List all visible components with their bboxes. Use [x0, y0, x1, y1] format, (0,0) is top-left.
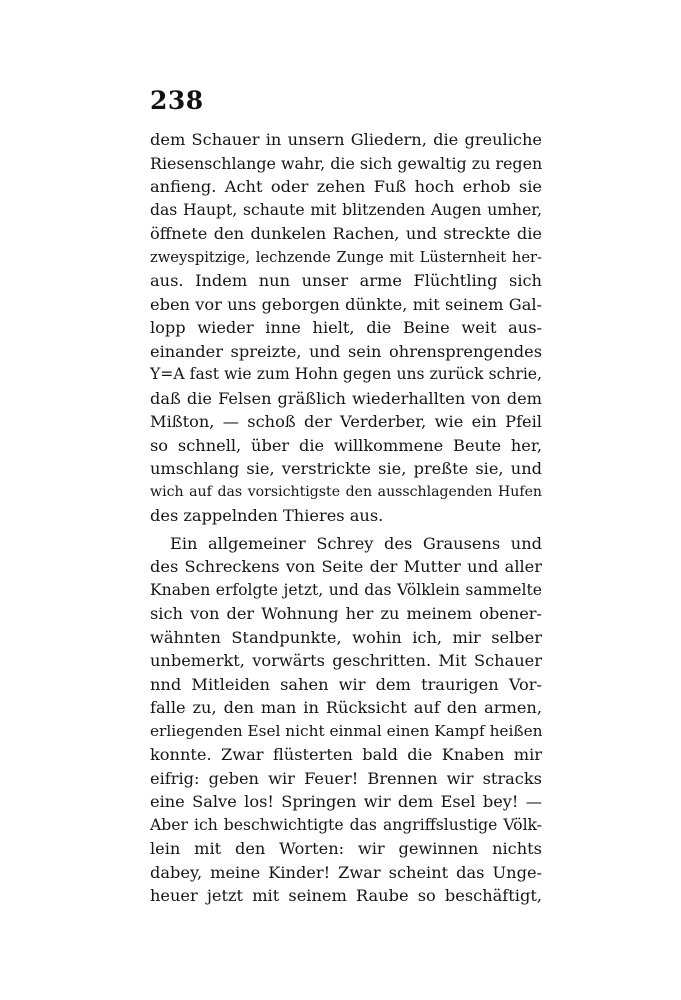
text-line: aus. Indem nun unser arme Flüchtling sich [150, 271, 542, 290]
text-line: eine Salve los! Springen wir dem Esel bey! — [150, 792, 542, 811]
text-line: Riesenschlange wahr, die sich gewaltig zu regen [150, 153, 543, 173]
text-line: eifrig: geben wir Feuer! Brennen wir stracks [150, 768, 542, 788]
text-line: Ein allgemeiner Schrey des Grausens und [170, 533, 542, 553]
text-line: sich von der Wohnung her zu meinem obener- [150, 604, 542, 623]
text-line: nnd Mitleiden sahen wir dem traurigen Vor- [150, 674, 542, 694]
text-line: Y=A fast wie zum Hohn gegen uns zurück schrie, [150, 365, 542, 383]
paragraph [150, 128, 542, 528]
text-line: daß die Felsen gräßlich wiederhallten von dem [150, 388, 542, 408]
text-line: zweyspitzige, lechzende Zunge mit Lüsternheit her- [150, 248, 542, 266]
text-line: unbemerkt, vorwärts geschritten. Mit Schauer [150, 651, 542, 670]
text-line: lein mit den Worten: wir gewinnen nichts [150, 839, 542, 858]
text-line: einander spreizte, und sein ohrensprengendes [150, 341, 542, 361]
text-line: eben vor uns geborgen dünkte, mit seinem Gal- [150, 294, 542, 314]
text-line: umschlang sie, verstrickte sie, preßte sie, und [150, 459, 542, 478]
text-line: konnte. Zwar flüsterten bald die Knaben mir [150, 745, 542, 764]
text-line: dem Schauer in unsern Gliedern, die greuliche [150, 130, 542, 149]
text-line: dabey, meine Kinder! Zwar scheint das Unge- [150, 862, 542, 882]
page-number: 238 [150, 86, 204, 115]
text-line: Aber ich beschwichtigte das angriffslustige Völk- [150, 815, 542, 834]
text-line: anfieng. Acht oder zehen Fuß hoch erhob sie [150, 177, 542, 196]
body-text [150, 128, 542, 908]
text-line: falle zu, den man in Rücksicht auf den armen, [150, 698, 542, 717]
text-line: wähnten Standpunkte, wohin ich, mir selber [150, 627, 542, 647]
text-line: wich auf das vorsichtigste den ausschlagenden Hufen [150, 483, 542, 500]
text-line: erliegenden Esel nicht einmal einen Kampf heißen [150, 721, 543, 740]
text-line: öffnete den dunkelen Rachen, und streckte die [150, 224, 542, 243]
text-line: Mißton, — schoß der Verderber, wie ein Pfeil [150, 412, 542, 431]
text-line: das Haupt, schaute mit blitzenden Augen umher, [150, 200, 542, 219]
text-line: heuer jetzt mit seinem Raube so beschäftigt, [150, 886, 542, 905]
paragraph [150, 532, 542, 908]
text-line: lopp wieder inne hielt, die Beine weit aus- [150, 318, 542, 337]
text-line: so schnell, über die willkommene Beute her, [150, 435, 542, 455]
text-line: Knaben erfolgte jetzt, und das Völklein sammelte [150, 580, 542, 599]
text-line: des Schreckens von Seite der Mutter und aller [150, 557, 542, 576]
text-line: des zappelnden Thieres aus. [150, 506, 384, 525]
